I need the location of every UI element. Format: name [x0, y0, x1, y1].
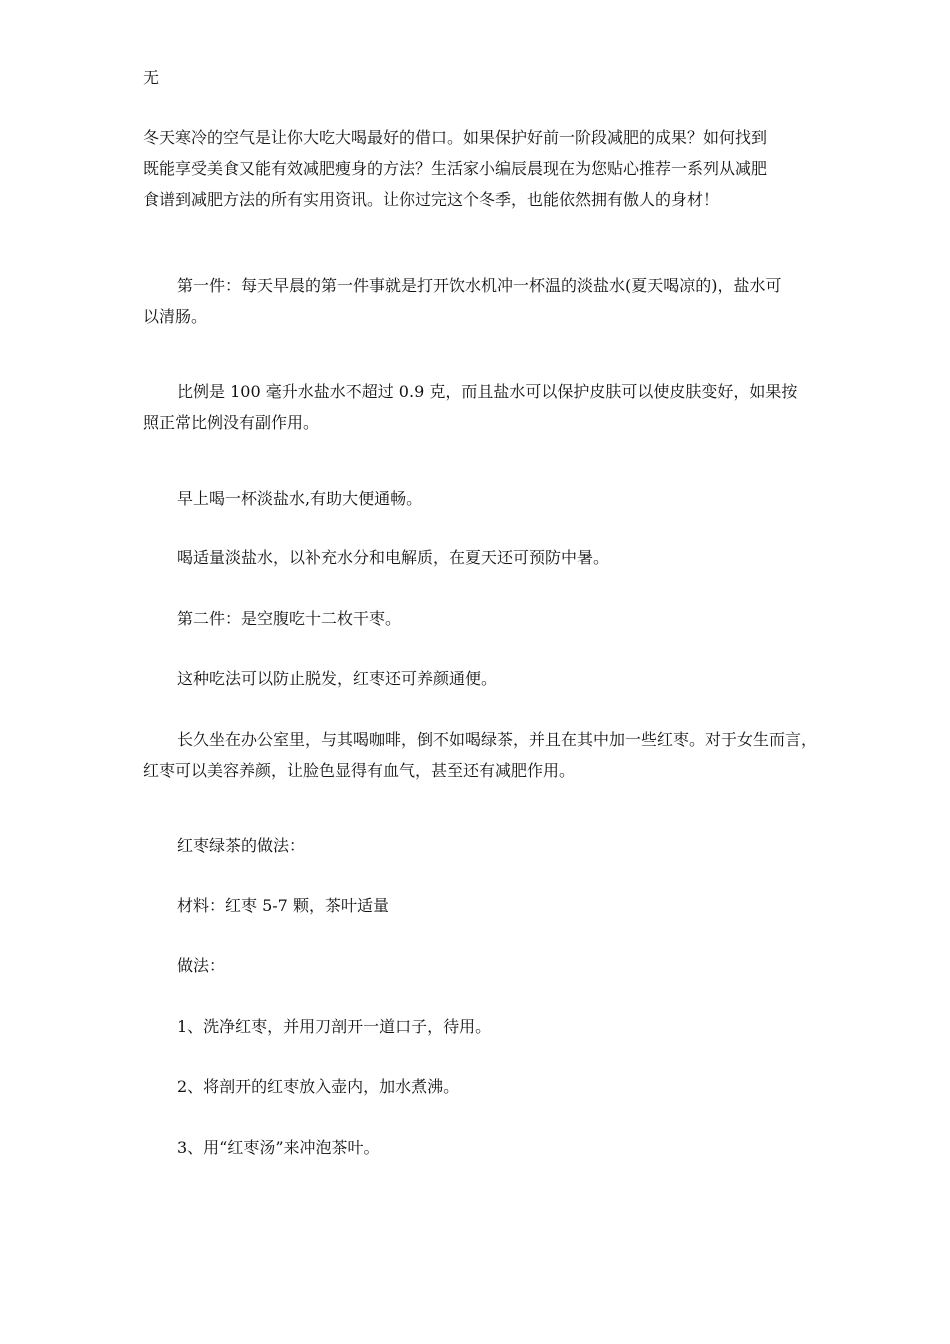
paragraph-line: 照正常比例没有副作用。: [143, 413, 320, 432]
paragraph-jujube-benefits: [143, 663, 815, 694]
paragraph-line: 长久坐在办公室里，与其喝咖啡，倒不如喝绿茶，并且在其中加一些红枣。对于女生而言，: [177, 730, 818, 749]
paragraph-line: 比例是 100 毫升水盐水不超过 0.9 克，而且盐水可以保护皮肤可以使皮肤变好，如果按: [177, 382, 798, 401]
paragraph-second-thing: [143, 603, 815, 634]
paragraph-morning-salt-water: [143, 483, 815, 514]
paragraph-line: 2、将剖开的红枣放入壶内，加水煮沸。: [177, 1077, 460, 1096]
paragraph-line: 1、洗净红枣，并用刀剖开一道口子，待用。: [177, 1017, 492, 1036]
paragraph-line: 既能享受美食又能有效减肥瘦身的方法？生活家小编辰晨现在为您贴心推荐一系列从减肥: [143, 159, 768, 178]
paragraph-line: 以清肠。: [143, 307, 208, 326]
paragraph-line: 红枣可以美容养颜，让脸色显得有血气，甚至还有减肥作用。: [143, 761, 576, 780]
paragraph-electrolytes: [143, 542, 815, 573]
paragraph-line: 3、用“红枣汤”来冲泡茶叶。: [177, 1138, 380, 1157]
heading-text: 无: [143, 68, 160, 87]
paragraph-line: 做法：: [177, 956, 226, 975]
paragraph-line: 材料：红枣 5-7 颗，茶叶适量: [177, 896, 389, 915]
paragraph-line: 食谱到减肥方法的所有实用资讯。让你过完这个冬季，也能依然拥有傲人的身材！: [143, 190, 720, 209]
paragraph-line: 红枣绿茶的做法：: [177, 836, 306, 855]
recipe-title: [143, 830, 815, 861]
intro-paragraph: [143, 122, 815, 215]
paragraph-first-thing: [143, 270, 815, 332]
paragraph-line: 这种吃法可以防止脱发，红枣还可养颜通便。: [177, 669, 498, 688]
paragraph-line: 第二件：是空腹吃十二枚干枣。: [177, 609, 402, 628]
recipe-method-label: [143, 950, 815, 981]
paragraph-ratio: [143, 376, 815, 438]
recipe-step: [143, 1132, 815, 1163]
paragraph-line: 喝适量淡盐水，以补充水分和电解质，在夏天还可预防中暑。: [177, 548, 610, 567]
paragraph-office-tea: [143, 724, 818, 786]
paragraph-line: 早上喝一杯淡盐水,有助大便通畅。: [177, 489, 423, 508]
doc-heading: [143, 62, 815, 93]
paragraph-line: 冬天寒冷的空气是让你大吃大喝最好的借口。如果保护好前一阶段减肥的成果？如何找到: [143, 128, 768, 147]
recipe-step: [143, 1011, 815, 1042]
paragraph-line: 第一件：每天早晨的第一件事就是打开饮水机冲一杯温的淡盐水(夏天喝凉的)，盐水可: [177, 276, 782, 295]
recipe-step: [143, 1071, 815, 1102]
recipe-ingredients: [143, 890, 815, 921]
